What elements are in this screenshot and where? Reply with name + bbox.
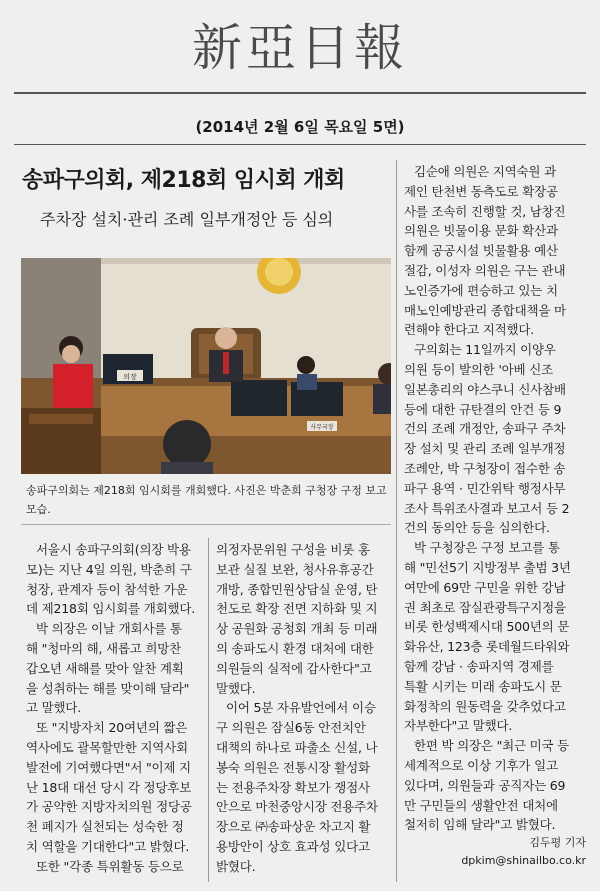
dateline: (2014년 2월 6일 목요일 5면) (195, 118, 405, 136)
article-line: 세계적으로 이상 기후가 일고 (404, 757, 558, 773)
article-line: 난 18대 대선 당시 각 정당후보 (26, 779, 191, 795)
article-line: 서울시 송파구의회(의장 박용 (36, 542, 191, 557)
article-line: 특활 시키는 미래 송파도시 문 (404, 678, 562, 694)
article-line: 비롯 한성백제시대 500년의 문 (404, 619, 570, 635)
article-line: 천도로 확장 전면 지하화 및 지 (216, 601, 378, 617)
article-line: 이어 5분 자유발언에서 이승 (226, 700, 376, 716)
article-line: 는 전용주차장 확보가 쟁점사 (216, 779, 370, 795)
article-line: 해 "청마의 해, 새롭고 희망찬 (26, 640, 182, 656)
photo-caption: 송파구의회는 제218회 임시회를 개회했다. 사진은 박춘희 구청장 구정 보고 모습. (26, 484, 387, 516)
article-line: 여만에 69만 구민을 위한 강남 (404, 579, 566, 595)
article-line: 있다며, 의원들과 공직자는 69 (404, 777, 566, 793)
article-line: 박 의장은 이날 개회사를 통 (36, 621, 182, 637)
article-line: 상 공원화 공청회 개최 등 미래 (216, 621, 378, 637)
article-line: 장으로 ㈜송파상운 차고지 활 (216, 819, 371, 835)
article-line: 보관 실질 보완, 청사유휴공간 (216, 561, 374, 577)
placard-right: 사무국장 (310, 424, 334, 431)
article-line: 일본총리의 야스쿠니 신사참배 (404, 381, 566, 397)
article-subheadline: 주차장 설치·관리 조례 일부개정안 등 심의 (40, 210, 334, 229)
article-line: 권 최초로 잠실관광특구지정을 (404, 599, 566, 615)
header-rule (14, 144, 586, 145)
article-line: 밝혔다. (216, 858, 256, 874)
article-column-right (404, 162, 571, 835)
article-headline: 송파구의회, 제218회 임시회 개회 (22, 168, 345, 193)
article-line: 한편 박 의장은 "최근 미국 등 (414, 738, 570, 754)
article-line: 의원들의 실적에 감사한다"고 (216, 660, 372, 676)
article-line: 해 "민선5기 지방정부 출범 3년 (404, 559, 571, 575)
article-line: 대책의 하나로 파출소 신설, 나 (216, 739, 378, 755)
article-line: 봉숙 의원은 전통시장 활성화 (216, 759, 370, 775)
article-line: 화정착의 원동력을 갖추었다고 (404, 698, 566, 714)
article-line: 박 구청장은 구정 보고를 통 (414, 540, 560, 556)
article-line: 의 송파도시 환경 대처에 대한 (216, 640, 374, 656)
reporter-email: dpkim@shinailbo.co.kr (461, 854, 586, 867)
article-line: 가 공약한 지방자치의원 정당공 (26, 799, 192, 815)
article-line: 갑오년 새해를 맞아 알찬 계획 (26, 660, 184, 676)
article-line: 치 역할을 기대한다"고 밝혔다. (26, 838, 190, 854)
byline: 김두평 기자 (529, 836, 586, 849)
article-line: 만 구민들의 생활안전 대처에 (404, 797, 558, 813)
caption-rule (21, 524, 391, 525)
article-line: 데 제218회 임시회를 개회했다. (26, 601, 195, 617)
article-line: 구의회는 11일까지 이양우 (414, 342, 556, 358)
article-line: 제인 탄천변 동측도로 확장공 (404, 183, 558, 199)
article-line: 절감, 이성자 의원은 구는 관내 (404, 262, 566, 278)
article-line: 자부한다"고 말했다. (404, 718, 513, 734)
article-line: 또 "지방자치 20여년의 짧은 (36, 720, 188, 736)
article-line: 함께 강남 · 송파지역 경제를 (404, 658, 554, 674)
article-line: 노인증가에 편승하고 있는 치 (404, 282, 558, 298)
council-session-photo (21, 258, 391, 474)
masthead-rule (14, 92, 586, 94)
article-line: 의원은 빗물이용 문화 확산과 (404, 223, 558, 239)
article-line: 을 성취하는 해를 맞이해 달라" (26, 680, 190, 696)
article-line: 함께 공공시설 빗물활용 예산 (404, 243, 558, 259)
article-line: 조례안, 박 구청장이 접수한 송 (404, 460, 566, 476)
article-line: 안으로 마천중앙시장 전용주차 (216, 799, 378, 815)
article-line: 모)는 지난 4일 의원, 박춘희 구 (26, 561, 192, 577)
article-line: 발전에 기여했다면"서 "이제 지 (26, 759, 191, 775)
article-line: 장 설치 및 관리 조례 일부개정 (404, 441, 566, 457)
article-line: 말했다. (216, 680, 256, 696)
article-line: 사를 조속히 진행할 것, 남창진 (404, 203, 566, 219)
article-column-left (26, 540, 195, 877)
article-line: 김순애 의원은 지역숙원 과 (414, 164, 556, 179)
article-line: 의원 등이 발의한 '아베 신조 (404, 361, 553, 377)
article-line: 또한 "각종 특위활동 등으로 (36, 858, 184, 874)
article-line: 파구 용역 · 민간위탁 행정사무 (404, 480, 566, 496)
article-line: 건의 조례 개정안, 송파구 주차 (404, 421, 566, 437)
article-line: 역사에도 괄목할만한 지역사회 (26, 739, 188, 755)
placard-center: 의장 (123, 373, 137, 381)
article-line: 등에 대한 규탄결의 안건 등 9 (404, 401, 562, 417)
article-line: 청장, 관계자 등이 참석한 가운 (26, 581, 188, 597)
article-line: 매노인예방관리 종합대책을 마 (404, 302, 566, 318)
article-line: 개방, 종합민원상담실 운영, 탄 (216, 581, 378, 597)
article-line: 철저히 임해 달라"고 밝혔다. (404, 817, 556, 833)
newspaper-masthead: 新亞日報 (192, 19, 408, 77)
article-line: 용방안이 상호 효과성 있다고 (216, 838, 370, 854)
article-line: 구 의원은 잠실6동 안전치안 (216, 720, 366, 736)
article-line: 천 폐지가 실천되는 성숙한 정 (26, 819, 184, 835)
column-divider-left (208, 538, 209, 882)
article-line: 고 말했다. (26, 700, 82, 716)
article-line: 화유산, 123층 롯데월드타워와 (404, 639, 570, 655)
article-line: 련해야 한다고 지적했다. (404, 322, 535, 338)
column-divider-right (396, 160, 397, 882)
article-column-middle (216, 540, 378, 877)
article-line: 건의 동의안 등을 심의한다. (404, 520, 550, 536)
article-line: 의정자문위원 구성을 비롯 홍 (216, 542, 370, 557)
article-line: 조사 특위조사결과 보고서 등 2 (404, 500, 570, 516)
